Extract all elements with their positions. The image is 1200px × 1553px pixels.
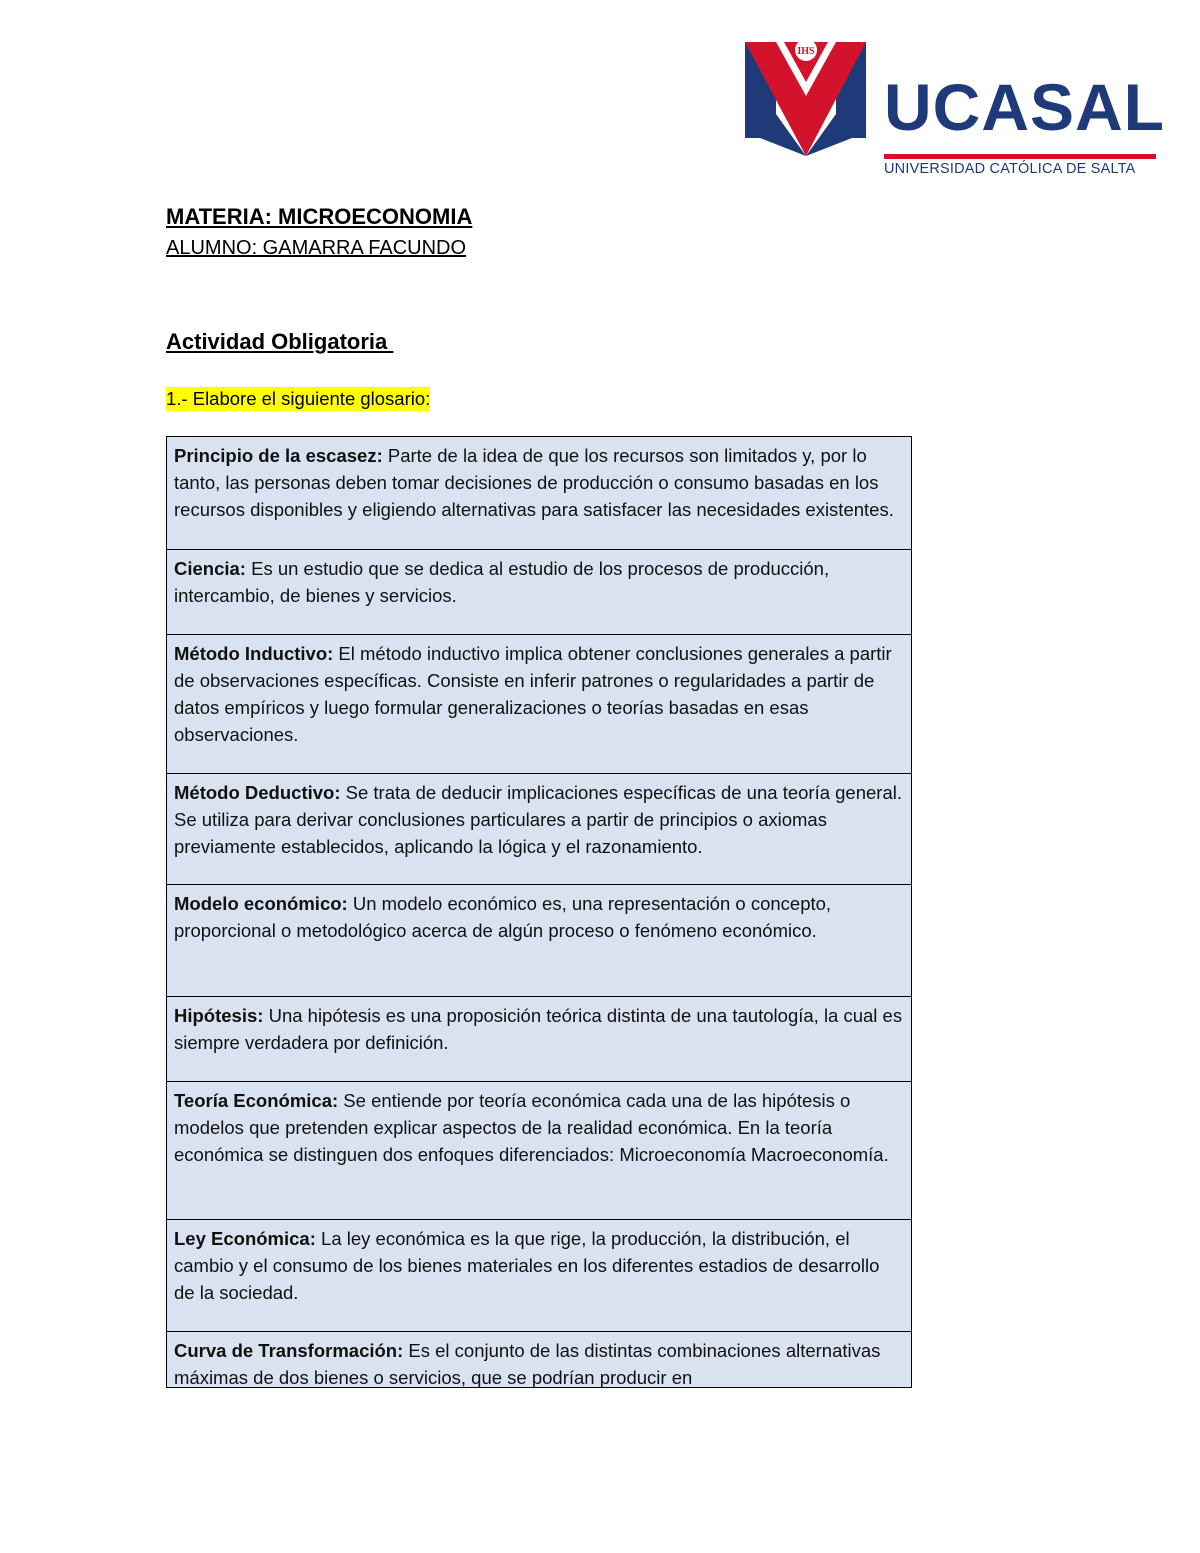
glossary-row [167, 1220, 911, 1332]
student-heading: ALUMNO: GAMARRA FACUNDO [166, 237, 467, 259]
glossary-term: Ciencia: [174, 558, 246, 579]
glossary-table [166, 436, 912, 1388]
glossary-definition: Es el conjunto de las distintas combinaciones alternativas máximas de dos bienes o servicios, que se podrían producir en [174, 1340, 881, 1387]
logo-divider [884, 154, 1156, 159]
logo-subtitle: UNIVERSIDAD CATÓLICA DE SALTA [884, 161, 1136, 177]
glossary-definition: Un modelo económico es, una representación o concepto, proporcional o metodológico acerca de algún proceso o fenómeno económico. [174, 893, 832, 941]
glossary-term: Método Inductivo: [174, 643, 334, 664]
glossary-definition: El método inductivo implica obtener conclusiones generales a partir de observaciones específicas. Consiste en inferir patrones o regularidades a partir de datos empíricos y luego formular generalizaciones o teorías basadas en esas observaciones. [174, 643, 892, 745]
glossary-term: Ley Económica: [174, 1228, 316, 1249]
glossary-definition: Es un estudio que se dedica al estudio de los procesos de producción, intercambio, de bienes y servicios. [174, 558, 830, 606]
glossary-term: Método Deductivo: [174, 782, 341, 803]
glossary-row [167, 1332, 911, 1387]
glossary-row [167, 437, 911, 550]
activity-title: Actividad Obligatoria [166, 329, 394, 354]
glossary-term: Principio de la escasez: [174, 445, 383, 466]
glossary-definition: Parte de la idea de que los recursos son limitados y, por lo tanto, las personas deben tomar decisiones de producción o consumo basadas en los recursos disponibles y eligiendo alternativas para satisfacer las necesidades existentes. [174, 445, 894, 520]
glossary-row [167, 885, 911, 997]
glossary-definition: Una hipótesis es una proposición teórica distinta de una tautología, la cual es siempre verdadera por definición. [174, 1005, 903, 1053]
glossary-definition: La ley económica es la que rige, la producción, la distribución, el cambio y el consumo de los bienes materiales en los diferentes estadios de desarrollo de la sociedad. [174, 1228, 880, 1303]
subject-heading: MATERIA: MICROECONOMIA [166, 204, 473, 229]
ucasal-logo [740, 36, 1165, 177]
glossary-term: Curva de Transformación: [174, 1340, 404, 1361]
glossary-row [167, 1082, 911, 1220]
glossary-term: Teoría Económica: [174, 1090, 339, 1111]
glossary-term: Modelo económico: [174, 893, 348, 914]
ucasal-emblem-icon [740, 36, 870, 158]
activity-prompt: 1.- Elabore el siguiente glosario: [166, 388, 431, 409]
svg-text:IHS: IHS [797, 46, 815, 57]
glossary-row [167, 774, 911, 885]
glossary-definition: Se entiende por teoría económica cada una de las hipótesis o modelos que pretenden explicar aspectos de la realidad económica. En la teoría económica se distinguen dos enfoques diferenciados: Microeconomía Macroeconomía. [174, 1090, 889, 1165]
logo-wordmark: UCASAL [884, 70, 1165, 144]
glossary-row [167, 635, 911, 774]
glossary-row [167, 550, 911, 635]
glossary-row [167, 997, 911, 1082]
glossary-definition: Se trata de deducir implicaciones específicas de una teoría general. Se utiliza para derivar conclusiones particulares a partir de principios o axiomas previamente establecidos, aplicando la lógica y el razonamiento. [174, 782, 902, 857]
glossary-term: Hipótesis: [174, 1005, 264, 1026]
